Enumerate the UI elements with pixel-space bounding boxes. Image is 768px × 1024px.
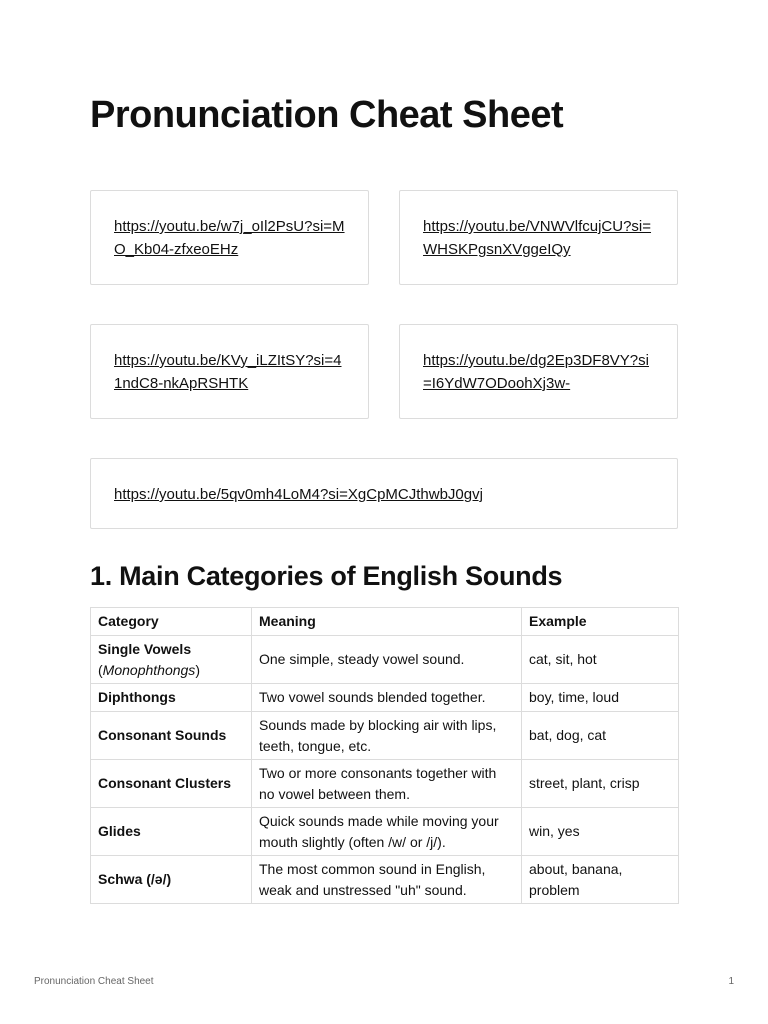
link-bookmark-card[interactable] <box>90 190 369 285</box>
link-bookmark-card[interactable] <box>399 190 678 285</box>
category-name: Single Vowels <box>98 640 192 657</box>
video-link[interactable]: https://youtu.be/VNWVlfcujCU?si=WHSKPgsnXVggeIQy <box>423 218 652 258</box>
category-cell: Schwa (/ə/) <box>91 856 252 904</box>
link-bookmark-card[interactable] <box>399 324 678 419</box>
note-term: Monophthongs <box>102 661 196 678</box>
category-cell: Glides <box>91 808 252 856</box>
video-link[interactable]: https://youtu.be/dg2Ep3DF8VY?si=I6YdW7ODoohXj3w- <box>423 352 649 392</box>
table-row <box>91 808 679 856</box>
video-link[interactable]: https://youtu.be/5qv0mh4LoM4?si=XgCpMCJthwbJ0gvj <box>114 486 483 503</box>
example-cell: bat, dog, cat <box>522 712 679 760</box>
sound-categories-table <box>90 607 679 904</box>
column-header-category: Category <box>91 608 252 636</box>
link-bookmark-card[interactable] <box>90 324 369 419</box>
video-link[interactable]: https://youtu.be/w7j_oIl2PsU?si=MO_Kb04-zfxeoEHz <box>114 218 345 258</box>
meaning-cell: Quick sounds made while moving your mouth slightly (often /w/ or /j/). <box>252 808 522 856</box>
example-cell: street, plant, crisp <box>522 760 679 808</box>
table-row <box>91 856 679 904</box>
meaning-cell: Sounds made by blocking air with lips, teeth, tongue, etc. <box>252 712 522 760</box>
table-row <box>91 684 679 712</box>
link-bookmark-card[interactable] <box>90 458 678 529</box>
meaning-cell: The most common sound in English, weak and unstressed "uh" sound. <box>252 856 522 904</box>
table-header-row <box>91 608 679 636</box>
section-heading: 1. Main Categories of English Sounds <box>90 561 563 591</box>
example-cell: cat, sit, hot <box>522 636 679 684</box>
column-header-meaning: Meaning <box>252 608 522 636</box>
example-cell: boy, time, loud <box>522 684 679 712</box>
category-note <box>98 662 200 678</box>
example-cell: about, banana, problem <box>522 856 679 904</box>
note-open-paren: ( <box>98 661 103 678</box>
footer-title: Pronunciation Cheat Sheet <box>34 976 154 987</box>
page-number: 1 <box>728 976 734 987</box>
example-cell: win, yes <box>522 808 679 856</box>
column-header-example: Example <box>522 608 679 636</box>
page-title: Pronunciation Cheat Sheet <box>90 94 564 136</box>
table-row <box>91 760 679 808</box>
category-cell <box>91 636 252 684</box>
table-row <box>91 636 679 684</box>
category-cell: Consonant Clusters <box>91 760 252 808</box>
table-row <box>91 712 679 760</box>
category-cell: Consonant Sounds <box>91 712 252 760</box>
meaning-cell: Two or more consonants together with no vowel between them. <box>252 760 522 808</box>
meaning-cell: One simple, steady vowel sound. <box>252 636 522 684</box>
note-close-paren: ) <box>195 661 200 678</box>
category-cell: Diphthongs <box>91 684 252 712</box>
video-link[interactable]: https://youtu.be/KVy_iLZItSY?si=41ndC8-nkApRSHTK <box>114 352 342 392</box>
meaning-cell: Two vowel sounds blended together. <box>252 684 522 712</box>
